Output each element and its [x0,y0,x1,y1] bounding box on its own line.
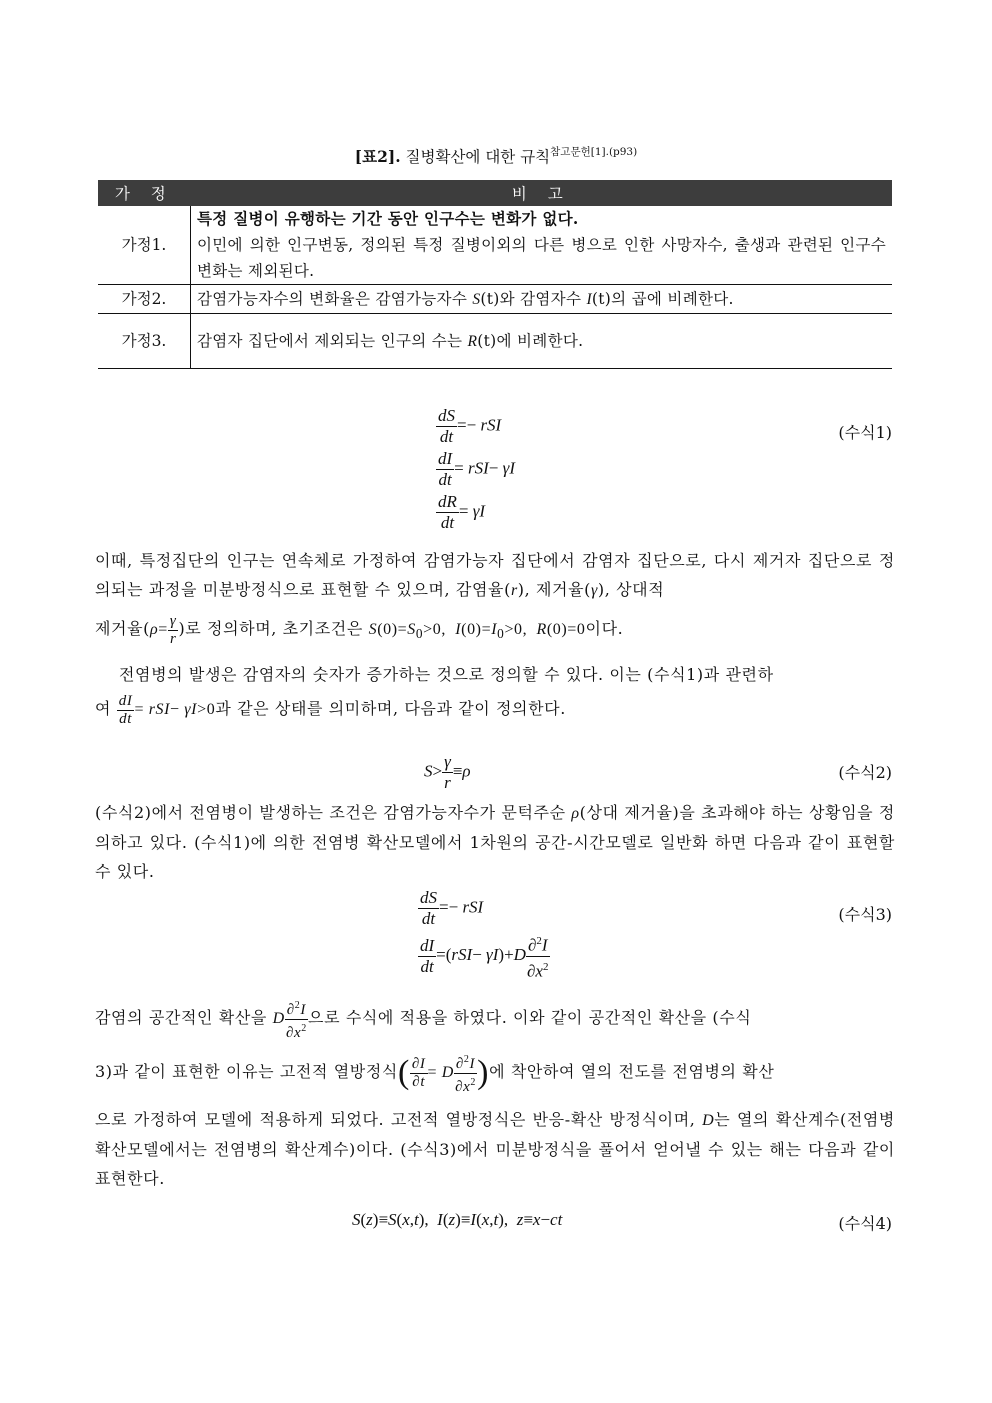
row-remark: 감염자 집단에서 제외되는 인구의 수는 R(t)에 비례한다. [191,314,893,369]
assumption-table [98,180,892,369]
table-row [98,206,892,285]
equation-3-number: (수식3) [838,905,892,924]
header-remark: 비 고 [191,180,893,206]
caption-reference: 참고문헌[1].(p93) [550,146,638,158]
row-remark [191,206,893,285]
row-label: 가정3. [98,314,191,369]
caption-text: 질병확산에 대한 규칙 [400,148,551,166]
paragraph-2: 전염병의 발생은 감염자의 숫자가 증가하는 것으로 정의할 수 있다. 이는 (수식1)과 관련하 여 $\frac{dI}{dt}$ = rSI− γI>0과 같은 상태를 의미하며, 다음과 같이 정의한다. [95,665,774,727]
paragraph-1: 이때, 특정집단의 인구는 연속체로 가정하여 감염가능자 집단에서 감염자 집단으로, 다시 제거자 집단으로 정의되는 과정을 미분방정식으로 표현할 수 있으며, 감염율(r), 제거율(γ), 상대적 제거율(ρ= $\frac{\gamma}{r}$ )로 정의하며, 초기조건은 $S(0)=S_0>0$, $I(0)=I_0>0$, R(0)=0이다. [95,551,895,647]
equation-3: $\frac{dS}{dt}$ =− rSI $\frac{dI}{dt}$ =(rSI− γI)+D $\frac{\partial^2I}{\partial x^2}$ [420,888,549,981]
table-row [98,314,892,369]
header-assumption: 가 정 [98,180,191,206]
row-remark: 감염가능자수의 변화율은 감염가능자수 S(t)와 감염자수 I(t)의 곱에 비례한다. [191,285,893,314]
row-text: 이민에 의한 인구변동, 정의된 특정 질병이외의 다른 병으로 인한 사망자수, 출생과 관련된 인구수 변화는 제외된다. [197,236,886,280]
table-row [98,285,892,314]
equation-2: S> $\frac{\gamma}{r}$ ≡ρ [424,752,471,792]
equation-2-number: (수식2) [838,763,892,782]
equation-4-number: (수식4) [838,1214,892,1233]
row-bold-text: 특정 질병이 유행하는 기간 동안 인구수는 변화가 없다. [197,209,579,228]
equation-4: S(z)≡S(x,t), I(z)≡I(x,t), z≡x−ct [352,1210,563,1229]
paragraph-3: (수식2)에서 전염병이 발생하는 조건은 감염가능자수가 문턱주순 ρ(상대 제거율)을 초과해야 하는 상황임을 정의하고 있다. (수식1)에 의한 전염병 확산모델에서 1차원의 공간-시간모델로 일반화 하면 다음과 같이 표현할 수 있다. [95,803,895,881]
equation-1: $\frac{dS}{dt}$ =− rSI $\frac{dI}{dt}$ = rSI− γI $\frac{dR}{dt}$ = γI [438,406,516,532]
equation-1-number: (수식1) [838,423,892,442]
table-header-row [98,180,892,206]
table-caption [0,144,992,167]
row-label: 가정1. [98,206,191,285]
row-label: 가정2. [98,285,191,314]
paragraph-4: 감염의 공간적인 확산을 D $\frac{\partial^2I}{\partial x^2}$ 으로 수식에 적용을 하였다. 이와 같이 공간적인 확산을 (수식 3)과 같이 표현한 이유는 고전적 열방정식( $\frac{\partial I}{\partial t}$ = D $\frac{\partial^2I}{\partial x^2}$ )에 착안하여 열의 전도를 전염병의 확산 으로 가정하여 모델에 적용하게 되었다. 고전적 열방정식은 반응-확산 방정식이며, D는 열의 확산계수(전염병 확산모델에서는 전염병의 확산계수)이다. (수식3)에서 미분방정식을 풀어서 얻어낼 수 있는 해는 다음과 같이 표현한다. [95,995,895,1193]
caption-label: [표2]. [354,147,401,166]
